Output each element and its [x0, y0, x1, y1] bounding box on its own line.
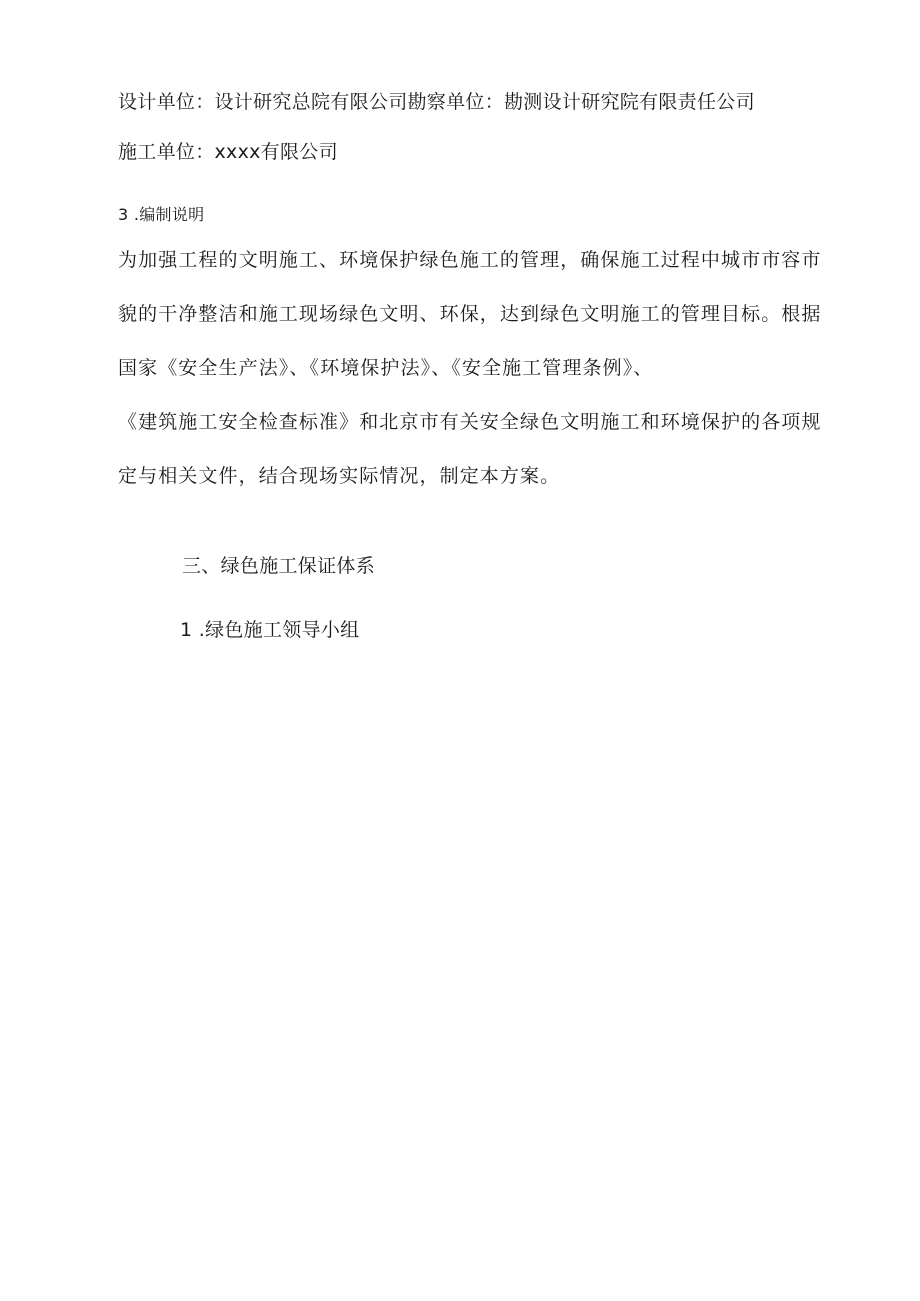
paragraph-line-3: 国家《安全生产法》、《环境保护法》、《安全施工管理条例》、 — [118, 357, 654, 379]
paragraph-line-1: 为加强工程的文明施工、环境保护绿色施工的管理，确保施工过程中城市市容市 — [118, 249, 822, 271]
construction-unit-line: 施工单位：xxxx有限公司 — [118, 141, 338, 163]
section-heading: 3 .编制说明 — [118, 205, 205, 224]
paragraph-line-2: 貌的干净整洁和施工现场绿色文明、环保，达到绿色文明施工的管理目标。根据 — [118, 303, 822, 325]
paragraph-line-5: 定与相关文件，结合现场实际情况，制定本方案。 — [118, 465, 561, 487]
design-unit-line: 设计单位：设计研究总院有限公司勘察单位：勘测设计研究院有限责任公司 — [118, 91, 755, 113]
sub-heading: 1 .绿色施工领导小组 — [180, 619, 360, 641]
chapter-heading: 三、绿色施工保证体系 — [182, 555, 376, 577]
paragraph-line-4: 《建筑施工安全检查标准》和北京市有关安全绿色文明施工和环境保护的各项规 — [118, 411, 822, 433]
